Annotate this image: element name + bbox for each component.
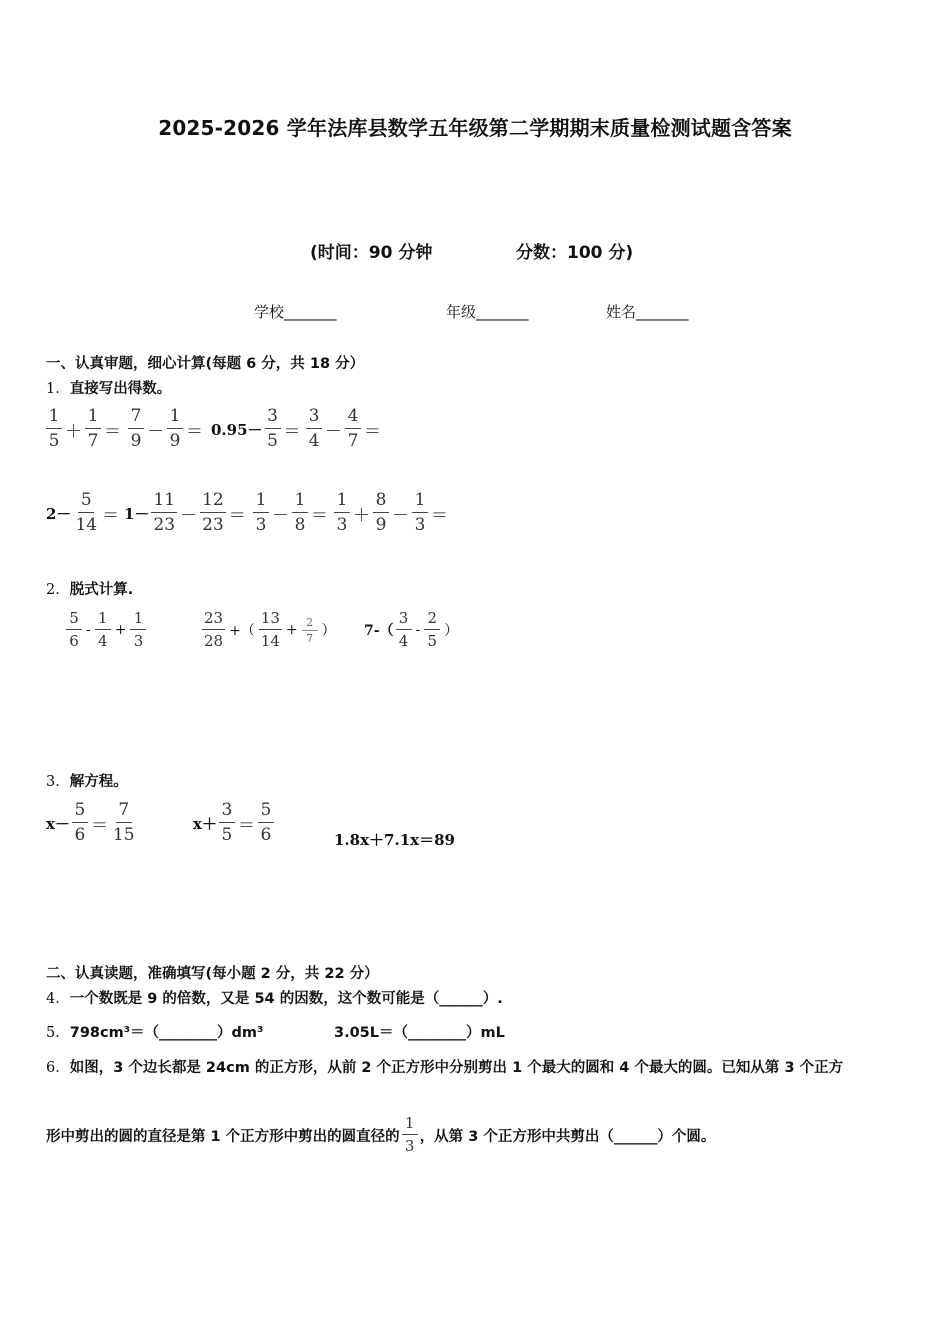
fraction: $\frac{1}{4}$ [95, 611, 111, 649]
name-field[interactable]: 姓名_______ [606, 303, 689, 321]
question-text-a: 798cm³＝（________）dm³ [69, 1025, 264, 1041]
fraction: $\frac{7}{15}$ [112, 800, 135, 845]
fraction: $\frac{5}{6}$ [66, 611, 82, 649]
fraction: $\frac{3}{4}$ [306, 408, 322, 450]
fraction: $\frac{1}{5}$ [46, 408, 62, 450]
fraction: $\frac{1}{3}$ [412, 492, 428, 534]
q2-expr-2: $\frac{23}{28}$ +（ $\frac{13}{14}$ + $\frac{2}{7}$ ） [204, 609, 336, 650]
page-title: 2025-2026 学年法库县数学五年级第二学期期末质量检测试题含答案 [158, 116, 792, 140]
fraction: $\frac{5}{14}$ [75, 490, 98, 535]
section-1-title: 一、认真审题，细心计算(每题 6 分，共 18 分） [46, 356, 365, 372]
q1-expr-3: 0.95－ $\frac{3}{5}$ ＝ [211, 406, 301, 451]
q1-expr-5: 2－ $\frac{5}{14}$ ＝ [46, 490, 120, 535]
fraction: $\frac{3}{5}$ [219, 802, 235, 844]
fraction: $\frac{8}{9}$ [373, 492, 389, 534]
q3-equation-3: 1.8x＋7.1x＝89 [334, 831, 455, 849]
question-5 [46, 1021, 263, 1042]
question-text: 直接写出得数。 [69, 381, 172, 397]
fraction: $\frac{11}{23}$ [153, 490, 176, 535]
question-text: 解方程。 [69, 774, 128, 790]
fraction: $\frac{1}{3}$ [253, 492, 269, 534]
q1-expr-8: $\frac{1}{3}$ ＋ $\frac{8}{9}$ － $\frac{1}{3}$ ＝ [332, 492, 449, 534]
exam-time: (时间：90 分钟 [310, 243, 433, 263]
question-2 [46, 578, 133, 599]
section-2-title: 二、认真读题，准确填写(每小题 2 分，共 22 分） [46, 966, 379, 982]
question-3 [46, 770, 128, 791]
q2-expr-1: $\frac{5}{6}$ - $\frac{1}{4}$ + $\frac{1}{3}$ [64, 611, 148, 649]
fraction: $\frac{13}{14}$ [260, 609, 280, 650]
fraction: $\frac{3}{4}$ [396, 611, 412, 649]
fraction: $\frac{1}{7}$ [85, 408, 101, 450]
q3-equation-2: x＋ $\frac{3}{5}$ ＝ $\frac{5}{6}$ [193, 802, 276, 844]
q1-expr-4: $\frac{3}{4}$ － $\frac{4}{7}$ ＝ [304, 408, 382, 450]
question-5-part-b: 3.05L＝（________）mL [334, 1025, 505, 1041]
fraction: $\frac{2}{7}$ [302, 617, 318, 644]
question-6-line-2: 形中剪出的圆的直径是第 1 个正方形中剪出的圆直径的 $\frac{1}{3}$ ，从第 3 个正方形中共剪出（______）个圆。 [46, 1114, 716, 1155]
fraction: $\frac{1}{3}$ [334, 492, 350, 534]
exam-score: 分数：100 分) [516, 243, 634, 263]
fraction: $\frac{2}{5}$ [424, 611, 440, 649]
question-number: 4． [46, 991, 70, 1007]
question-text-line-1: 如图，3 个边长都是 24cm 的正方形，从前 2 个正方形中分别剪出 1 个最大的圆和 4 个最大的圆。已知从第 3 个正方 [69, 1060, 844, 1076]
fraction: $\frac{5}{6}$ [72, 802, 88, 844]
question-number: 5． [46, 1025, 70, 1041]
question-number: 2． [46, 582, 70, 598]
q1-expr-7: $\frac{1}{3}$ － $\frac{1}{8}$ ＝ [251, 492, 329, 534]
q2-expr-3: 7-（ $\frac{3}{4}$ - $\frac{2}{5}$ ） [364, 609, 459, 650]
question-number: 6． [46, 1060, 70, 1076]
fraction: $\frac{3}{5}$ [265, 408, 281, 450]
question-1 [46, 377, 171, 398]
fraction: $\frac{1}{3}$ [402, 1116, 418, 1154]
q1-expr-6: 1－ $\frac{11}{23}$ － $\frac{12}{23}$ ＝ [124, 490, 246, 535]
q3-equation-1: x－ $\frac{5}{6}$ ＝ $\frac{7}{15}$ [46, 800, 135, 845]
q1-expr-2: $\frac{7}{9}$ － $\frac{1}{9}$ ＝ [126, 408, 204, 450]
question-number: 1． [46, 381, 70, 397]
fraction: $\frac{12}{23}$ [202, 490, 224, 535]
question-6 [46, 1056, 843, 1077]
question-4 [46, 987, 503, 1008]
question-text: 一个数既是 9 的倍数，又是 54 的因数，这个数可能是（______）. [69, 991, 503, 1007]
grade-field[interactable]: 年级_______ [446, 303, 529, 321]
fraction: $\frac{1}{9}$ [167, 408, 183, 450]
question-text: 脱式计算. [69, 582, 134, 598]
fraction: $\frac{1}{3}$ [130, 611, 146, 649]
question-number: 3． [46, 774, 70, 790]
q1-expr-1: $\frac{1}{5}$ ＋ $\frac{1}{7}$ ＝ [44, 408, 122, 450]
fraction: $\frac{1}{8}$ [292, 492, 308, 534]
fraction: $\frac{5}{6}$ [258, 802, 274, 844]
fraction: $\frac{4}{7}$ [345, 408, 361, 450]
school-field[interactable]: 学校_______ [254, 303, 337, 321]
fraction: $\frac{23}{28}$ [204, 609, 224, 650]
fraction: $\frac{7}{9}$ [128, 408, 144, 450]
